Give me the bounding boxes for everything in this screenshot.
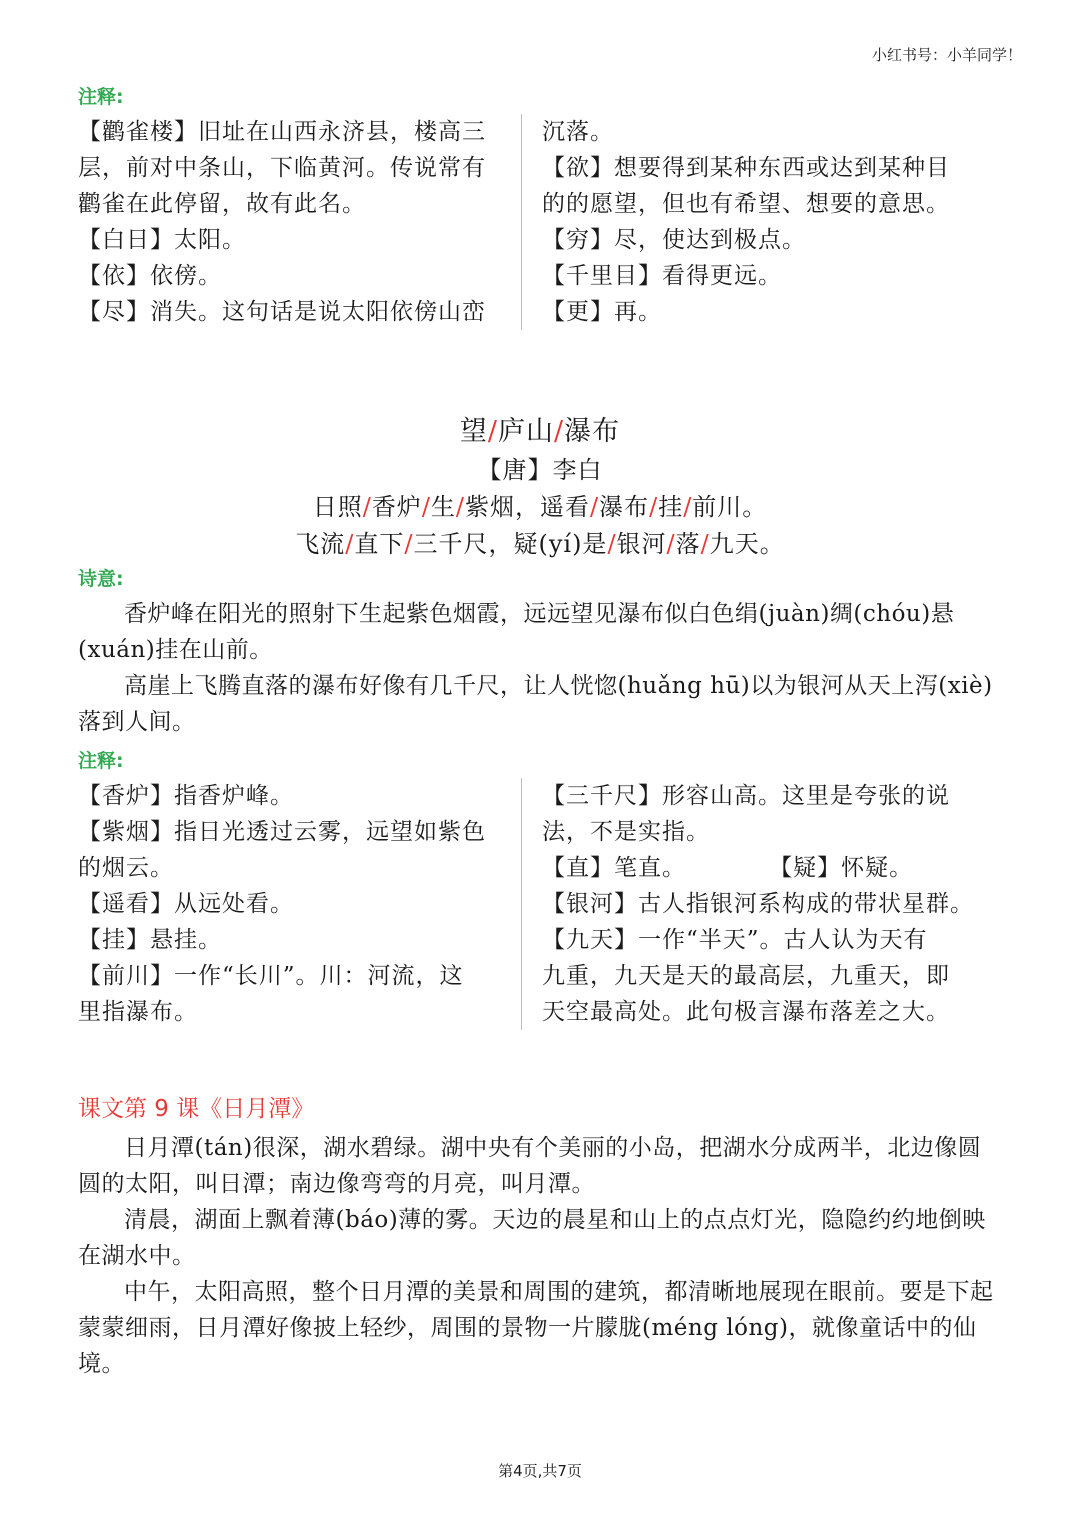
separator: / [700, 530, 710, 558]
poem-part: 瀑布 [599, 493, 650, 521]
notes-columns-1 [78, 114, 1002, 330]
title-part: 瀑布 [564, 416, 621, 447]
watermark: 小红书号：小羊同学！ [871, 46, 1022, 64]
poem-part: 紫烟，遥看 [465, 493, 590, 521]
lesson-text [78, 1130, 1002, 1382]
note-line: 【前川】一作“长川”。川：河流，这 [78, 963, 464, 989]
note-line: 【直】笔直。 【疑】怀疑。 [542, 855, 914, 881]
note-line: 【鹳雀楼】旧址在山西永济县，楼高三 [78, 119, 486, 145]
note-line: 的烟云。 [78, 855, 174, 881]
note-line: 【挂】悬挂。 [78, 927, 222, 953]
note-line: 【更】再。 [542, 299, 662, 325]
note-line: 【九天】一作“半天”。古人认为天有 [542, 927, 928, 953]
poem-part: 三千尺，疑(yí)是 [413, 530, 608, 558]
poem-line-1 [0, 489, 1080, 526]
section1 [0, 82, 1080, 330]
notes-left-column-1 [78, 114, 522, 330]
meaning-label: 诗意: [78, 568, 124, 590]
poem-part: 香炉 [371, 493, 422, 521]
separator: / [487, 416, 498, 447]
title-part: 望 [459, 416, 488, 447]
poem-part: 直下 [354, 530, 405, 558]
poem-part: 挂 [658, 493, 684, 521]
poem [0, 412, 1080, 563]
note-line: 【千里目】看得更远。 [542, 263, 782, 289]
note-line: 【依】依傍。 [78, 263, 222, 289]
lesson-paragraph: 清晨，湖面上飘着薄(báo)薄的雾。天边的晨星和山上的点点灯光，隐隐约约地倒映在湖水中。 [78, 1207, 986, 1269]
separator: / [666, 530, 676, 558]
separator: / [404, 530, 414, 558]
note-line: 里指瀑布。 [78, 999, 198, 1025]
notes-right-column-1 [522, 114, 1002, 330]
note-line: 【银河】古人指银河系构成的带状星群。 [542, 891, 974, 917]
notes-label-1: 注释: [78, 86, 124, 108]
note-line: 【穷】尽，使达到极点。 [542, 227, 806, 253]
separator: / [362, 493, 372, 521]
poem-part: 落 [675, 530, 701, 558]
note-line: 九重，九天是天的最高层，九重天，即 [542, 963, 950, 989]
notes-columns-2 [78, 778, 1002, 1030]
poem-part: 九天。 [709, 530, 785, 558]
separator: / [345, 530, 355, 558]
notes-left-column-2 [78, 778, 522, 1030]
page-number: 第4页,共7页 [498, 1462, 582, 1480]
separator: / [607, 530, 617, 558]
separator: / [554, 416, 565, 447]
note-line: 层，前对中条山，下临黄河。传说常有 [78, 155, 486, 181]
separator: / [455, 493, 465, 521]
note-line: 沉落。 [542, 119, 614, 145]
note-line: 鹳雀在此停留，故有此名。 [78, 191, 366, 217]
poem-author: 【唐】李白 [477, 456, 603, 484]
meaning-text [78, 596, 1002, 740]
separator: / [649, 493, 659, 521]
section2 [0, 564, 1080, 1030]
lesson-section [0, 1092, 1080, 1382]
poem-part: 前川。 [692, 493, 768, 521]
poem-part: 飞流 [295, 530, 346, 558]
lesson-paragraph: 中午，太阳高照，整个日月潭的美景和周围的建筑，都清晰地展现在眼前。要是下起蒙蒙细雨，日月潭好像披上轻纱，周围的景物一片朦胧(méng lóng)，就像童话中的仙境。 [78, 1279, 994, 1377]
separator: / [421, 493, 431, 521]
poem-title [0, 412, 1080, 452]
poem-line-2 [0, 526, 1080, 563]
note-line: 【三千尺】形容山高。这里是夸张的说 [542, 783, 950, 809]
poem-part: 日照 [312, 493, 363, 521]
note-line: 【香炉】指香炉峰。 [78, 783, 294, 809]
note-line: 天空最高处。此句极言瀑布落差之大。 [542, 999, 950, 1025]
note-line: 【欲】想要得到某种东西或达到某种目 [542, 155, 950, 181]
note-line: 【遥看】从远处看。 [78, 891, 294, 917]
notes-label-2: 注释: [78, 750, 124, 772]
title-part: 庐山 [498, 416, 554, 447]
note-line: 【白日】太阳。 [78, 227, 246, 253]
notes-right-column-2 [522, 778, 1002, 1030]
separator: / [590, 493, 600, 521]
note-line: 法，不是实指。 [542, 819, 710, 845]
separator: / [683, 493, 693, 521]
note-line: 的的愿望，但也有希望、想要的意思。 [542, 191, 950, 217]
lesson-paragraph: 日月潭(tán)很深，湖水碧绿。湖中央有个美丽的小岛，把湖水分成两半，北边像圆圆的太阳，叫日潭；南边像弯弯的月亮，叫月潭。 [78, 1135, 982, 1197]
note-line: 【尽】消失。这句话是说太阳依傍山峦 [78, 299, 486, 325]
meaning-paragraph: 香炉峰在阳光的照射下生起紫色烟霞，远远望见瀑布似白色绢(juàn)绸(chóu)悬(xuán)挂在山前。 [78, 601, 955, 663]
poem-part: 银河 [616, 530, 667, 558]
lesson-title: 课文第 9 课《日月潭》 [78, 1096, 315, 1122]
meaning-paragraph: 高崖上飞腾直落的瀑布好像有几千尺，让人恍惚(huǎng hū)以为银河从天上泻(xiè)落到人间。 [78, 673, 993, 735]
note-line: 【紫烟】指日光透过云雾，远望如紫色 [78, 819, 486, 845]
poem-part: 生 [430, 493, 456, 521]
